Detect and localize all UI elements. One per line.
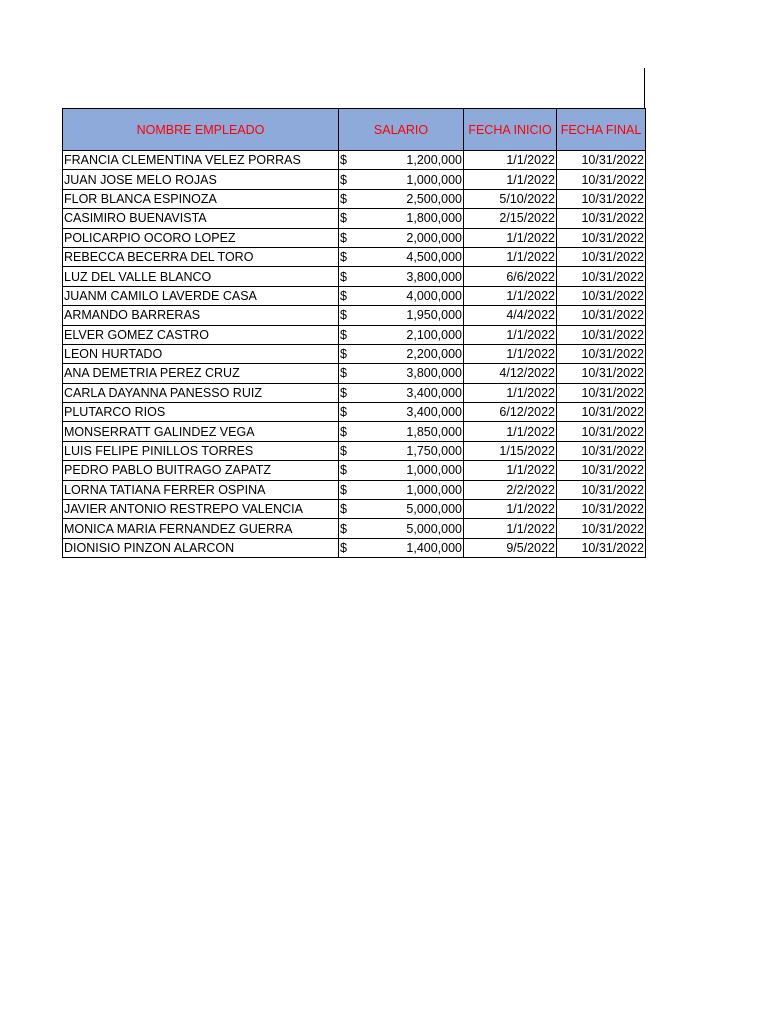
start-date-cell[interactable]: 9/5/2022 [464,538,557,557]
salary-cell[interactable] [339,189,464,208]
table-row [63,461,646,480]
currency-symbol: $ [340,250,347,265]
end-date-cell[interactable]: 10/31/2022 [557,344,646,363]
currency-symbol: $ [340,502,347,517]
employee-name-cell[interactable]: REBECCA BECERRA DEL TORO [63,247,339,266]
employee-name-cell[interactable]: LORNA TATIANA FERRER OSPINA [63,480,339,499]
employee-name-cell[interactable]: LUIS FELIPE PINILLOS TORRES [63,441,339,460]
currency-symbol: $ [340,211,347,226]
salary-value: 1,400,000 [406,541,462,555]
salary-cell[interactable] [339,170,464,189]
salary-value: 2,200,000 [406,347,462,362]
salary-cell[interactable] [339,306,464,325]
salary-cell[interactable] [339,151,464,170]
table-row [63,267,646,286]
employee-name-cell[interactable]: ANA DEMETRIA PEREZ CRUZ [63,364,339,383]
employee-name-cell[interactable]: JAVIER ANTONIO RESTREPO VALENCIA [63,500,339,519]
currency-symbol: $ [340,269,347,284]
end-date-cell[interactable]: 10/31/2022 [557,364,646,383]
start-date-cell[interactable]: 4/4/2022 [464,306,557,325]
currency-symbol: $ [340,308,347,323]
start-date-cell[interactable]: 1/1/2022 [464,500,557,519]
salary-value: 3,400,000 [406,405,462,420]
table-row [63,189,646,208]
start-date-cell[interactable]: 2/2/2022 [464,480,557,499]
end-date-cell[interactable]: 10/31/2022 [557,422,646,441]
end-date-cell[interactable]: 10/31/2022 [557,247,646,266]
employee-name-cell[interactable]: POLICARPIO OCORO LOPEZ [63,228,339,247]
currency-symbol: $ [340,482,347,497]
start-date-cell[interactable]: 1/1/2022 [464,461,557,480]
salary-cell[interactable] [339,228,464,247]
employee-name-cell[interactable]: PEDRO PABLO BUITRAGO ZAPATZ [63,461,339,480]
end-date-cell[interactable]: 10/31/2022 [557,228,646,247]
start-date-cell[interactable]: 1/1/2022 [464,325,557,344]
end-date-cell[interactable]: 10/31/2022 [557,538,646,557]
salary-value: 1,750,000 [406,444,462,459]
table-row [63,403,646,422]
table-row [63,383,646,402]
currency-symbol: $ [340,541,347,555]
salary-value: 1,000,000 [406,172,462,187]
employee-name-cell[interactable]: JUANM CAMILO LAVERDE CASA [63,286,339,305]
salary-value: 4,000,000 [406,288,462,303]
salary-value: 3,800,000 [406,366,462,381]
start-date-cell[interactable]: 1/1/2022 [464,151,557,170]
end-date-cell[interactable]: 10/31/2022 [557,500,646,519]
end-date-cell[interactable]: 10/31/2022 [557,325,646,344]
salary-value: 5,000,000 [406,502,462,517]
header-salary[interactable]: SALARIO [339,109,464,151]
table-row [63,344,646,363]
end-date-cell[interactable]: 10/31/2022 [557,461,646,480]
salary-value: 3,400,000 [406,385,462,400]
table-row [63,364,646,383]
employee-name-cell[interactable]: FLOR BLANCA ESPINOZA [63,189,339,208]
currency-symbol: $ [340,463,347,478]
salary-cell[interactable] [339,480,464,499]
currency-symbol: $ [340,230,347,245]
currency-symbol: $ [340,327,347,342]
table-row [63,325,646,344]
salary-value: 2,000,000 [406,230,462,245]
salary-value: 3,800,000 [406,269,462,284]
table-row [63,480,646,499]
currency-symbol: $ [340,347,347,362]
currency-symbol: $ [340,385,347,400]
employee-name-cell[interactable]: MONICA MARIA FERNANDEZ GUERRA [63,519,339,538]
currency-symbol: $ [340,172,347,187]
start-date-cell[interactable]: 1/1/2022 [464,344,557,363]
start-date-cell[interactable]: 1/1/2022 [464,519,557,538]
cell-border-line [644,68,645,108]
currency-symbol: $ [340,153,347,168]
salary-cell[interactable] [339,441,464,460]
employee-name-cell[interactable]: DIONISIO PINZON ALARCON [63,538,339,557]
start-date-cell[interactable]: 1/1/2022 [464,422,557,441]
end-date-cell[interactable]: 10/31/2022 [557,306,646,325]
salary-cell[interactable] [339,325,464,344]
header-name[interactable]: NOMBRE EMPLEADO [63,109,339,151]
currency-symbol: $ [340,405,347,420]
start-date-cell[interactable]: 1/15/2022 [464,441,557,460]
employee-name-cell[interactable]: ELVER GOMEZ CASTRO [63,325,339,344]
end-date-cell[interactable]: 10/31/2022 [557,519,646,538]
employee-name-cell[interactable]: LEON HURTADO [63,344,339,363]
employee-name-cell[interactable]: FRANCIA CLEMENTINA VELEZ PORRAS [63,151,339,170]
salary-cell[interactable] [339,286,464,305]
salary-cell[interactable] [339,500,464,519]
salary-cell[interactable] [339,461,464,480]
table-row [63,209,646,228]
end-date-cell[interactable]: 10/31/2022 [557,151,646,170]
currency-symbol: $ [340,191,347,206]
start-date-cell[interactable]: 1/1/2022 [464,170,557,189]
salary-cell[interactable] [339,403,464,422]
currency-symbol: $ [340,288,347,303]
table-row [63,519,646,538]
currency-symbol: $ [340,424,347,439]
header-end-date[interactable]: FECHA FINAL [557,109,646,151]
salary-value: 5,000,000 [406,521,462,536]
salary-cell[interactable] [339,538,464,557]
employee-name-cell[interactable]: PLUTARCO RIOS [63,403,339,422]
table-row [63,500,646,519]
end-date-cell[interactable]: 10/31/2022 [557,170,646,189]
salary-value: 1,950,000 [406,308,462,323]
start-date-cell[interactable]: 6/6/2022 [464,267,557,286]
end-date-cell[interactable]: 10/31/2022 [557,383,646,402]
salary-value: 1,000,000 [406,482,462,497]
table-row [63,247,646,266]
salary-cell[interactable] [339,519,464,538]
table-row [63,306,646,325]
table-row [63,228,646,247]
employee-name-cell[interactable]: CARLA DAYANNA PANESSO RUIZ [63,383,339,402]
currency-symbol: $ [340,444,347,459]
employee-name-cell[interactable]: JUAN JOSE MELO ROJAS [63,170,339,189]
header-row [63,109,646,151]
salary-value: 4,500,000 [406,250,462,265]
salary-cell[interactable] [339,422,464,441]
start-date-cell[interactable]: 2/15/2022 [464,209,557,228]
currency-symbol: $ [340,366,347,381]
end-date-cell[interactable]: 10/31/2022 [557,286,646,305]
end-date-cell[interactable]: 10/31/2022 [557,209,646,228]
employee-name-cell[interactable]: MONSERRATT GALINDEZ VEGA [63,422,339,441]
salary-cell[interactable] [339,383,464,402]
start-date-cell[interactable]: 5/10/2022 [464,189,557,208]
start-date-cell[interactable]: 6/12/2022 [464,403,557,422]
employee-name-cell[interactable]: LUZ DEL VALLE BLANCO [63,267,339,286]
start-date-cell[interactable]: 1/1/2022 [464,383,557,402]
start-date-cell[interactable]: 1/1/2022 [464,247,557,266]
salary-cell[interactable] [339,209,464,228]
table-row [63,441,646,460]
header-start-date[interactable]: FECHA INICIO [464,109,557,151]
salary-value: 1,000,000 [406,463,462,478]
table-row [63,422,646,441]
table-row [63,286,646,305]
end-date-cell[interactable]: 10/31/2022 [557,403,646,422]
start-date-cell[interactable]: 4/12/2022 [464,364,557,383]
start-date-cell[interactable]: 1/1/2022 [464,228,557,247]
currency-symbol: $ [340,521,347,536]
table-row [63,151,646,170]
salary-value: 2,500,000 [406,191,462,206]
salary-cell[interactable] [339,344,464,363]
employee-name-cell[interactable]: ARMANDO BARRERAS [63,306,339,325]
table-row [63,170,646,189]
end-date-cell[interactable]: 10/31/2022 [557,267,646,286]
salary-cell[interactable] [339,267,464,286]
salary-value: 1,850,000 [406,424,462,439]
salary-value: 1,800,000 [406,211,462,226]
start-date-cell[interactable]: 1/1/2022 [464,286,557,305]
salary-cell[interactable] [339,247,464,266]
end-date-cell[interactable]: 10/31/2022 [557,189,646,208]
salary-cell[interactable] [339,364,464,383]
end-date-cell[interactable]: 10/31/2022 [557,480,646,499]
employee-name-cell[interactable]: CASIMIRO BUENAVISTA [63,209,339,228]
salary-value: 1,200,000 [406,153,462,168]
table-row [63,538,646,557]
end-date-cell[interactable]: 10/31/2022 [557,441,646,460]
salary-value: 2,100,000 [406,327,462,342]
employee-table [62,108,646,558]
